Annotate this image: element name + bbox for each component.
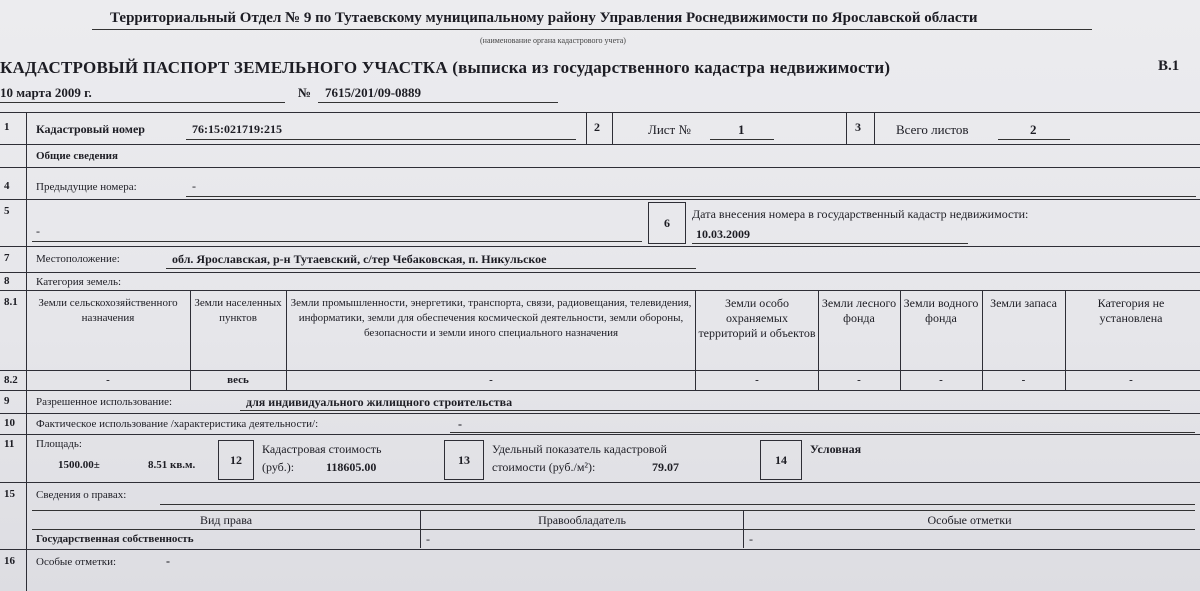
- row-number: 15: [4, 488, 15, 500]
- category-value: -: [106, 374, 110, 386]
- divider: [32, 510, 1195, 511]
- divider: [0, 482, 1200, 483]
- divider: [0, 434, 1200, 435]
- divider: [0, 144, 1200, 145]
- category-value: -: [489, 374, 493, 386]
- category-unset: Категория не установлена: [1097, 296, 1165, 325]
- divider: [0, 290, 1200, 291]
- divider: [0, 102, 285, 103]
- underline: [240, 410, 1170, 411]
- row-number: 1: [4, 121, 10, 133]
- permitted-use-label: Разрешенное использование:: [36, 396, 173, 408]
- general-info-heading: Общие сведения: [36, 150, 118, 162]
- row-number: 5: [4, 205, 10, 217]
- form-table: [0, 112, 1200, 591]
- document-title: КАДАСТРОВЫЙ ПАСПОРТ ЗЕМЕЛЬНОГО УЧАСТКА (выписка из государственного кадастра недвижимости): [0, 58, 891, 77]
- row-number: 3: [855, 120, 861, 134]
- underline: [32, 241, 642, 242]
- divider: [612, 112, 613, 144]
- divider: [695, 290, 696, 390]
- category-value: весь: [227, 374, 249, 386]
- category-value: -: [939, 374, 943, 386]
- divider: [0, 272, 1200, 273]
- form-code: В.1: [1158, 58, 1180, 74]
- conditional-value: Условная: [810, 442, 862, 456]
- sheet-number-label: Лист №: [648, 122, 691, 137]
- row-number: 4: [4, 180, 10, 192]
- right-type-value: Государственная собственность: [36, 533, 194, 545]
- location-label: Местоположение:: [36, 253, 120, 265]
- issue-date: 10 марта 2009 г.: [0, 85, 92, 100]
- document-number: 7615/201/09-0889: [325, 85, 422, 100]
- cadastral-cost-unit: (руб.):: [262, 460, 295, 474]
- divider: [0, 112, 1200, 113]
- previous-numbers-label: Предыдущие номера:: [36, 181, 137, 193]
- row-number: 2: [594, 120, 600, 134]
- row5-value: -: [36, 224, 40, 238]
- cadastral-cost-value: 118605.00: [326, 460, 377, 474]
- divider: [846, 112, 847, 144]
- row-number: 8.1: [4, 296, 18, 308]
- organization-name: Территориальный Отдел № 9 по Тутаевскому муниципальному району Управления Роснедвижимости по Ярославской области: [110, 10, 978, 26]
- divider: [190, 290, 191, 390]
- divider: [318, 102, 558, 103]
- rights-column-type: Вид права: [199, 513, 253, 527]
- area-value: 1500.00±: [58, 459, 100, 471]
- category-industrial: Земли промышленности, энергетики, транспорта, связи, радиовещания, телевидения, информатики, земли для обеспечения космической деятельности, земли обороны, безопасности и земли иного специального назначения: [290, 297, 692, 339]
- divider: [818, 290, 819, 390]
- divider: [982, 290, 983, 390]
- registration-date-label: Дата внесения номера в государственный кадастр недвижимости:: [692, 207, 1029, 221]
- divider: [0, 167, 1200, 168]
- row-number-box: 13: [444, 440, 484, 480]
- cadastral-number-value: 76:15:021719:215: [192, 122, 282, 136]
- row-number-box: 14: [760, 440, 802, 480]
- divider: [0, 390, 1200, 391]
- cadastral-cost-label: Кадастровая стоимость: [262, 442, 382, 456]
- underline: [998, 139, 1070, 140]
- divider: [874, 112, 875, 144]
- organization-sublabel: (наименование органа кадастрового учета): [480, 36, 626, 45]
- special-notes-value: -: [166, 554, 170, 568]
- notes-value: -: [749, 532, 753, 546]
- row-number: 8.2: [4, 374, 18, 386]
- underline: [450, 432, 1195, 433]
- area-extra: 8.51 кв.м.: [148, 459, 196, 471]
- category-reserve: Земли запаса: [990, 296, 1057, 310]
- category-settlements: Земли населенных пунктов: [194, 297, 282, 324]
- divider: [92, 29, 1092, 30]
- underline: [692, 243, 968, 244]
- previous-numbers-value: -: [192, 179, 196, 193]
- divider: [0, 199, 1200, 200]
- divider: [0, 246, 1200, 247]
- underline: [160, 504, 1195, 505]
- category-forest: Земли лесного фонда: [821, 296, 897, 325]
- category-value: -: [1021, 374, 1026, 386]
- underline: [710, 139, 774, 140]
- permitted-use-value: для индивидуального жилищного строительства: [246, 395, 513, 409]
- row-number: 8: [4, 275, 10, 287]
- document-number-label: №: [298, 85, 312, 100]
- row-number-box: 6: [648, 202, 686, 244]
- rights-column-notes: Особые отметки: [927, 513, 1012, 527]
- row-number: 9: [4, 395, 10, 407]
- location-value: обл. Ярославская, р-н Тутаевский, с/тер Чебаковская, п. Никульское: [172, 252, 547, 266]
- row-number: 10: [4, 417, 15, 429]
- category-water: Земли водного фонда: [903, 296, 979, 325]
- category-value: -: [857, 374, 861, 386]
- divider: [0, 549, 1200, 550]
- divider: [0, 413, 1200, 414]
- owner-value: -: [426, 532, 430, 546]
- category-agricultural: Земли сельскохозяйственного назначения: [38, 297, 178, 324]
- rights-column-owner: Правообладатель: [538, 513, 626, 527]
- cadastral-number-label: Кадастровый номер: [36, 122, 145, 136]
- specific-cost-label: Удельный показатель кадастровой: [492, 442, 667, 456]
- specific-cost-value: 79.07: [652, 460, 679, 474]
- sheet-number-value: 1: [738, 122, 745, 137]
- row-number: 7: [4, 252, 10, 264]
- total-sheets-value: 2: [1030, 122, 1037, 137]
- divider: [900, 290, 901, 390]
- actual-use-label: Фактическое использование /характеристика деятельности/:: [36, 418, 319, 430]
- specific-cost-unit: стоимости (руб./м²):: [492, 460, 596, 474]
- underline: [186, 196, 1196, 197]
- special-notes-label: Особые отметки:: [36, 556, 117, 568]
- divider: [1065, 290, 1066, 390]
- underline: [166, 268, 696, 269]
- registration-date-value: 10.03.2009: [696, 227, 750, 241]
- underline: [186, 139, 576, 140]
- divider: [586, 112, 587, 144]
- rights-label: Сведения о правах:: [36, 489, 127, 501]
- divider: [26, 112, 27, 591]
- divider: [0, 370, 1200, 371]
- category-value: -: [1129, 374, 1133, 386]
- row-number: 11: [4, 438, 15, 450]
- actual-use-value: -: [458, 417, 462, 431]
- category-protected: Земли особо охраняемых территорий и объектов: [698, 296, 816, 340]
- category-value: -: [755, 374, 759, 386]
- divider: [32, 529, 1195, 530]
- land-category-label: Категория земель:: [36, 276, 122, 288]
- row-number: 16: [4, 555, 15, 567]
- area-label: Площадь:: [36, 438, 82, 450]
- total-sheets-label: Всего листов: [896, 122, 969, 137]
- divider: [286, 290, 287, 390]
- row-number-box: 12: [218, 440, 254, 480]
